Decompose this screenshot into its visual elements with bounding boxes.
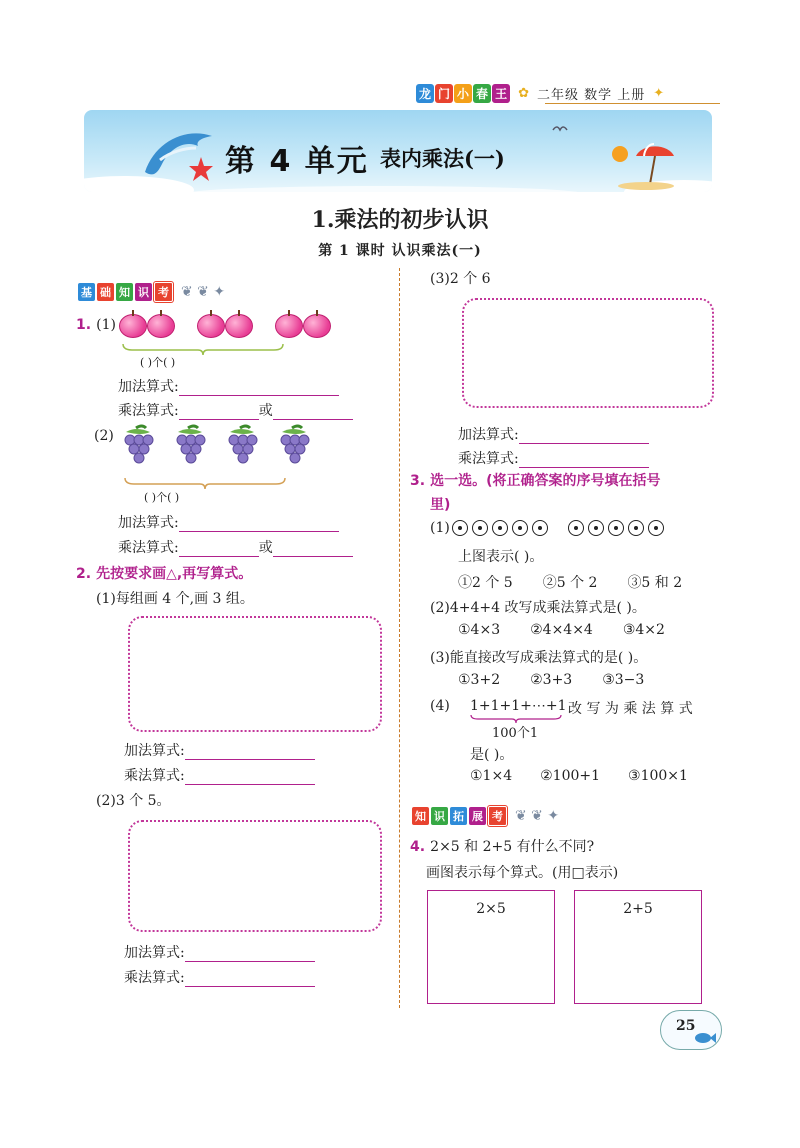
lesson-title: 第 1 课时 认识乘法(一) (318, 243, 482, 259)
dot-icon (628, 520, 644, 536)
apple-icon (275, 314, 303, 338)
q3-p1-options (458, 572, 682, 592)
answer-line[interactable] (273, 405, 353, 420)
apple-group (119, 314, 175, 342)
q1-caption-2: ( )个( ) (144, 491, 180, 504)
q3-p4-expr: 1+1+1+⋯+1 (470, 698, 567, 714)
grape-groups (120, 424, 314, 468)
add-label: 加法算式: (124, 743, 185, 759)
q2-mul-row-2 (124, 967, 315, 987)
answer-line[interactable] (519, 429, 649, 444)
answer-line[interactable] (185, 972, 315, 987)
dot-icon (472, 520, 488, 536)
apple-groups (119, 314, 331, 342)
book-info: 二年级 数学 上册 (536, 88, 646, 103)
option: ①2 个 5 (458, 575, 513, 591)
tag-char: 识 (135, 283, 152, 301)
dot-icon (492, 520, 508, 536)
brand-char: 小 (454, 84, 472, 103)
grape-icon (172, 424, 210, 468)
mul-label: 乘法算式: (124, 768, 185, 784)
starfish-icon (188, 156, 214, 182)
answer-line[interactable] (185, 947, 315, 962)
dot-icon (568, 520, 584, 536)
q3-title-line1: 选一选。(将正确答案的序号填在括号 (430, 473, 661, 489)
q2-mul-row-3 (458, 448, 649, 468)
brand-logo (416, 84, 510, 103)
tag-char: 拓 (450, 807, 467, 825)
option: ③4×2 (622, 622, 665, 638)
q3-num: 3. (410, 473, 426, 489)
brand-char: 龙 (416, 84, 434, 103)
box-label: 2+5 (623, 901, 653, 917)
q3-p1-label: (1) (430, 520, 450, 536)
add-label: 加法算式: (118, 515, 179, 531)
q2-add-row-1 (124, 740, 315, 760)
q3-title-line2: 里) (430, 497, 451, 513)
q1-num: 1. (76, 317, 92, 333)
apple-icon (225, 314, 253, 338)
option: ①1×4 (470, 768, 513, 784)
apple-icon (197, 314, 225, 338)
q1-part2-label: (2) (94, 428, 114, 444)
q2-part1: (1)每组画 4 个,画 3 组。 (96, 591, 254, 607)
q2-mul-row-1 (124, 765, 315, 785)
butterfly-icon: ❦ ❦ ✦ (181, 284, 226, 300)
or-label: 或 (258, 540, 273, 556)
drawing-box[interactable] (574, 890, 702, 1004)
tag-char: 知 (412, 807, 429, 825)
dot-icon (532, 520, 548, 536)
q2-part3: (3)2 个 6 (430, 271, 491, 287)
tag-char: 知 (116, 283, 133, 301)
seagull-icon (552, 122, 568, 136)
butterfly-icon: ✦ (653, 86, 665, 101)
option: ①4×3 (458, 622, 501, 638)
q1-add-row-2 (118, 512, 339, 532)
q4-heading (410, 836, 594, 856)
drawing-box[interactable] (128, 820, 382, 932)
add-label: 加法算式: (124, 945, 185, 961)
q3-p4-options (470, 768, 688, 784)
tag-char: 础 (97, 283, 114, 301)
option: ③5 和 2 (627, 575, 683, 591)
option: ②5 个 2 (542, 575, 598, 591)
leaf-icon: ✿ (518, 86, 529, 101)
unit-title: 表内乘法(一) (380, 146, 505, 171)
q4-title: 2×5 和 2+5 有什么不同? (430, 839, 595, 855)
tag-char: 识 (431, 807, 448, 825)
option: ①3+2 (458, 672, 501, 688)
apple-group (275, 314, 331, 342)
mul-label: 乘法算式: (458, 451, 519, 467)
extend-knowledge-tag (412, 806, 559, 826)
answer-line[interactable] (185, 745, 315, 760)
option: ③3−3 (602, 672, 645, 688)
answer-line[interactable] (519, 453, 649, 468)
tag-char: 展 (469, 807, 486, 825)
q2-add-row-3 (458, 424, 649, 444)
answer-line[interactable] (185, 770, 315, 785)
page-number: 25 (676, 1018, 696, 1034)
q3-p2-text: (2)4+4+4 改写成乘法算式是( )。 (430, 600, 646, 616)
exam-badge: 考 (488, 806, 507, 826)
top-brand-bar (416, 84, 664, 103)
apple-icon (147, 314, 175, 338)
apple-group (197, 314, 253, 342)
column-divider (399, 268, 400, 1008)
option: ③100×1 (628, 768, 688, 784)
umbrella-icon (606, 134, 676, 190)
q3-p4-rest: 改 写 为 乘 法 算 式 (568, 701, 693, 717)
q3-heading (410, 470, 730, 490)
q1-add-row-1 (118, 376, 339, 396)
dot-icon (608, 520, 624, 536)
unit-number: 第 4 单元 (225, 144, 369, 179)
or-label: 或 (258, 403, 273, 419)
apple-icon (303, 314, 331, 338)
mul-label: 乘法算式: (118, 540, 179, 556)
q1-part1-label: (1) (96, 317, 116, 333)
header-rule (545, 103, 720, 104)
q2-heading (76, 563, 252, 583)
q3-p4-label: (4) (430, 698, 450, 714)
basic-knowledge-tag (78, 282, 225, 302)
option: ②4×4×4 (530, 622, 593, 638)
dot-icon (648, 520, 664, 536)
q3-p1-dots (430, 520, 668, 536)
fish-icon (694, 1032, 716, 1044)
drawing-box[interactable] (462, 298, 714, 408)
q2-num: 2. (76, 566, 92, 582)
dot-icon (512, 520, 528, 536)
exam-badge: 考 (154, 282, 173, 302)
q3-p3-options (458, 672, 644, 688)
dot-group (568, 520, 668, 536)
dot-icon (452, 520, 468, 536)
dot-icon (588, 520, 604, 536)
answer-line[interactable] (179, 517, 339, 532)
box-label: 2×5 (476, 901, 506, 917)
q3-p4-under: 100个1 (492, 726, 539, 741)
mul-label: 乘法算式: (118, 403, 179, 419)
tag-char: 基 (78, 283, 95, 301)
add-label: 加法算式: (458, 427, 519, 443)
butterfly-icon: ❦ ❦ ✦ (515, 808, 560, 824)
mul-label: 乘法算式: (124, 970, 185, 986)
q2-add-row-2 (124, 942, 315, 962)
answer-line[interactable] (273, 542, 353, 557)
option: ②3+3 (530, 672, 573, 688)
q4-num: 4. (410, 839, 426, 855)
grape-icon (276, 424, 314, 468)
brand-char: 门 (435, 84, 453, 103)
brand-char: 春 (473, 84, 491, 103)
q4-instruction: 画图表示每个算式。(用□表示) (426, 865, 619, 881)
q1-mul-row-2 (118, 537, 353, 557)
brand-char: 王 (492, 84, 510, 103)
grape-icon (120, 424, 158, 468)
q3-p1-text: 上图表示( )。 (458, 549, 544, 565)
add-label: 加法算式: (118, 379, 179, 395)
apple-icon (119, 314, 147, 338)
q3-p3-text: (3)能直接改写成乘法算式的是( )。 (430, 650, 648, 666)
section-title: 1.乘法的初步认识 (311, 207, 489, 233)
q1-caption-1: ( )个( ) (140, 356, 176, 369)
q2-part2: (2)3 个 5。 (96, 793, 171, 809)
q2-title: 先按要求画△,再写算式。 (96, 566, 253, 582)
option: ②100+1 (540, 768, 601, 784)
q3-p4-line2: 是( )。 (470, 747, 514, 763)
q1-number (76, 314, 116, 333)
grape-icon (224, 424, 262, 468)
drawing-box[interactable] (427, 890, 555, 1004)
answer-line[interactable] (179, 405, 259, 420)
q1-mul-row-1 (118, 400, 353, 420)
brace-icon (124, 476, 286, 490)
dot-group (452, 520, 552, 536)
drawing-box[interactable] (128, 616, 382, 732)
answer-line[interactable] (179, 542, 259, 557)
answer-line[interactable] (179, 381, 339, 396)
q3-p2-options (458, 622, 665, 638)
